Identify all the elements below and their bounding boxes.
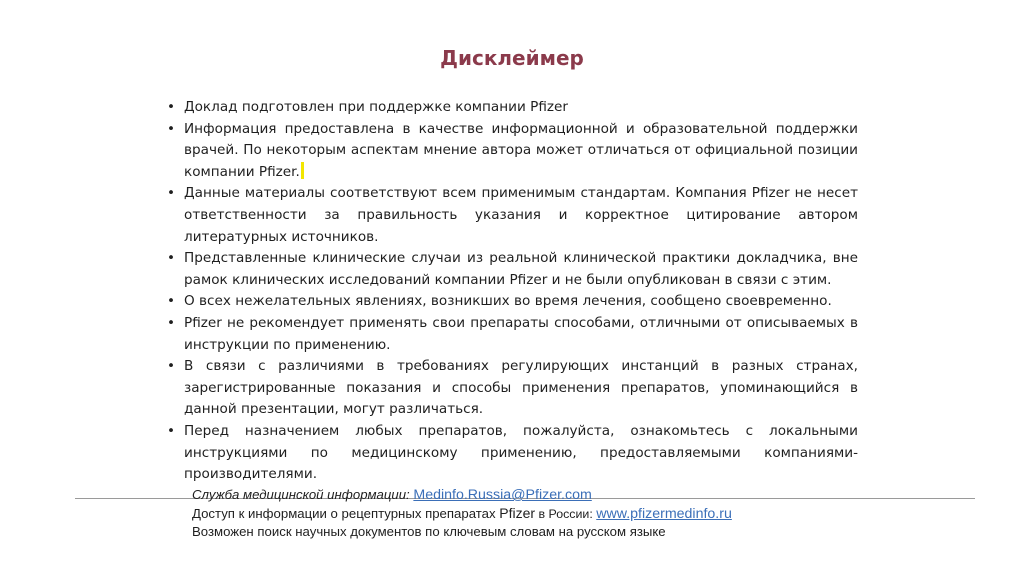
bullet-text: Доклад подготовлен при поддержке компании Pfizer <box>184 99 568 115</box>
list-item <box>166 248 858 291</box>
footer-info <box>192 486 812 541</box>
text-highlight-mark <box>301 162 304 179</box>
list-item <box>166 97 858 119</box>
access-line <box>192 504 812 523</box>
list-item <box>166 183 858 248</box>
list-item <box>166 421 858 486</box>
medinfo-email-link[interactable]: Medinfo.Russia@Pfizer.com <box>413 487 592 503</box>
bullet-text: Pfizer не рекомендует применять свои препараты способами, отличными от описываемых в инструкции по применению. <box>184 314 858 353</box>
access-suffix: в России: <box>535 507 597 521</box>
list-item <box>166 313 858 356</box>
bullet-text: О всех нежелательных явлениях, возникших во время лечения, сообщено своевременно. <box>184 293 832 310</box>
disclaimer-list <box>166 97 858 486</box>
brand-name: Pfizer <box>499 505 536 521</box>
medinfo-label: Служба медицинской информации: <box>192 487 414 502</box>
access-label: Доступ к информации о рецептурных препаратах <box>192 506 500 521</box>
slide-title: Дисклеймер <box>440 46 584 70</box>
pfizermedinfo-link[interactable]: www.pfizermedinfo.ru <box>596 506 732 522</box>
bullet-text: Перед назначением любых препаратов, пожалуйста, ознакомьтесь с локальными инструкциями по медицинскому применению, предоставляемыми компаниями-производителями. <box>184 422 858 483</box>
bullet-text: Данные материалы соответствуют всем применимым стандартам. Компания Pfizer не несет ответственности за правильность указания и корректное цитирование автором литературных источников. <box>184 185 858 245</box>
list-item <box>166 356 858 421</box>
search-note-line: Возможен поиск научных документов по ключевым словам на русском языке <box>192 524 666 539</box>
list-item <box>166 291 858 313</box>
bullet-text: Представленные клинические случаи из реальной клинической практики докладчика, вне рамок клинических исследований компании Pfizer и не были опубликован в связи с этим. <box>184 250 858 288</box>
bullet-text: Информация предоставлена в качестве информационной и образовательной поддержки врачей. По некоторым аспектам мнение автора может отличаться от официальной позиции компании Pfizer. <box>184 120 858 180</box>
bullet-text: В связи с различиями в требованиях регулирующих инстанций в разных странах, зарегистрированные показания и способы применения препаратов, упоминающийся в данной презентации, могут различаться. <box>184 358 858 418</box>
list-item <box>166 119 858 184</box>
medinfo-line <box>192 486 812 504</box>
